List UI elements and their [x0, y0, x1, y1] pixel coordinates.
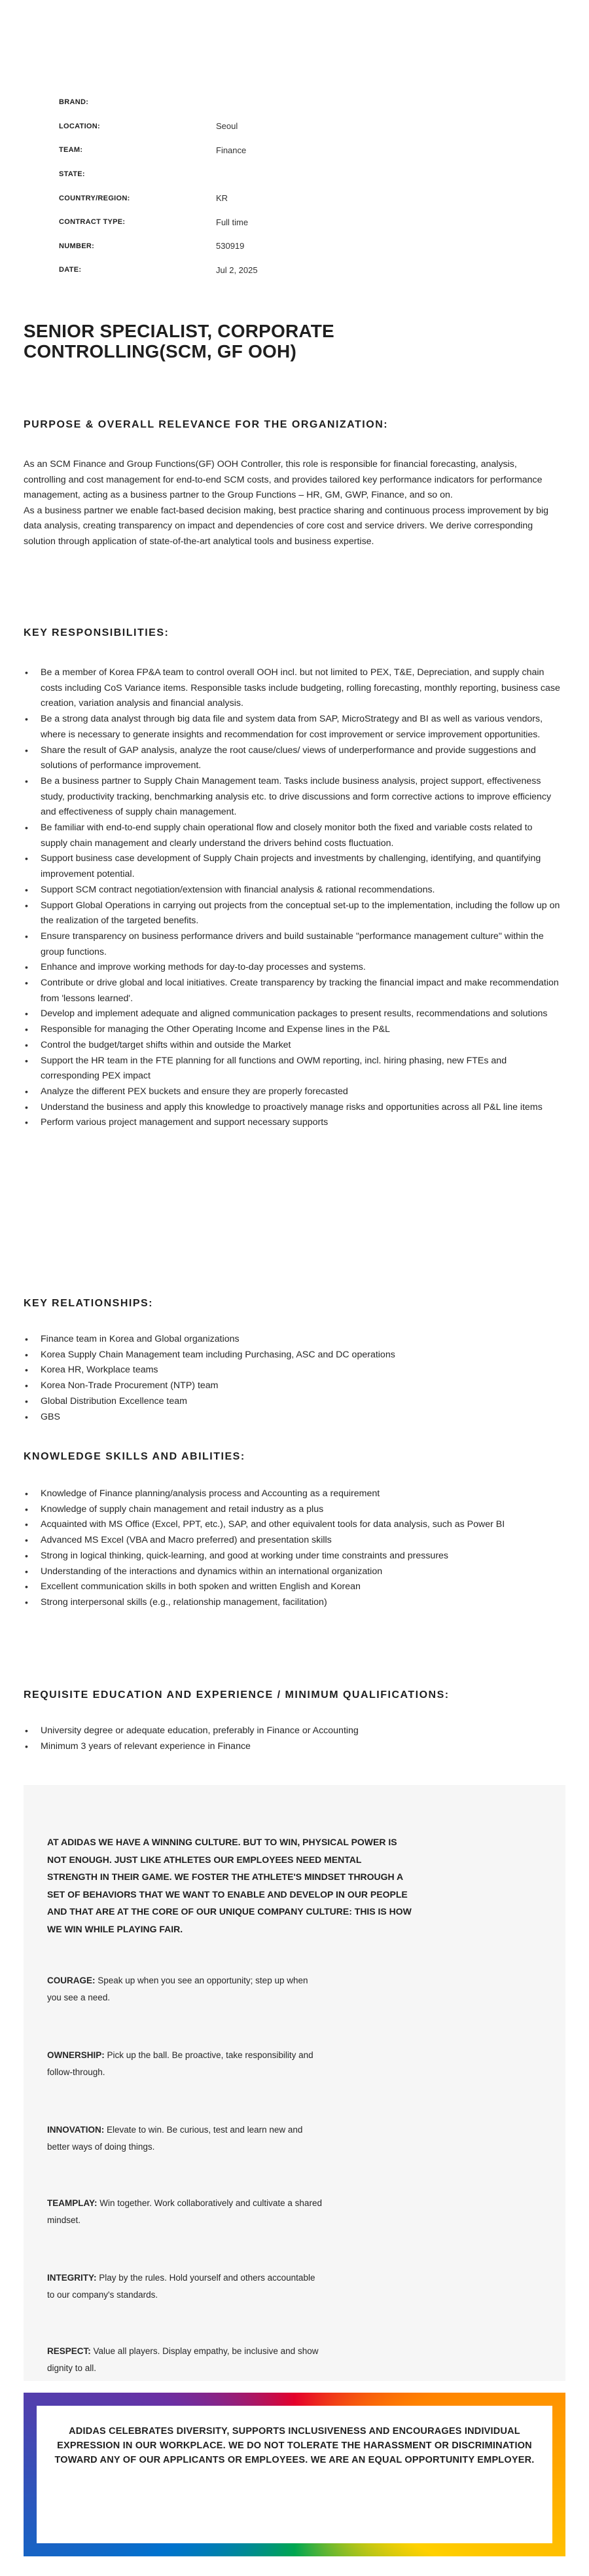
meta-row-brand — [59, 90, 452, 115]
list-item: • Understanding of the interactions and dynamics within an international organization — [24, 1564, 560, 1580]
list-item: • Enhance and improve working methods for day-to-day processes and systems. — [24, 960, 560, 976]
responsibilities-section — [24, 627, 560, 1131]
list-item: • Strong in logical thinking, quick-learning, and good at working under time constraints and pressures — [24, 1549, 560, 1564]
value-text: Win together. Work collaboratively and cultivate a shared mindset. — [47, 2198, 322, 2225]
value-integrity — [47, 2270, 322, 2303]
rainbow-border — [24, 2393, 565, 2556]
responsibilities-heading: KEY RESPONSIBILITIES: — [24, 627, 170, 638]
list-item: • Knowledge of Finance planning/analysis process and Accounting as a requirement — [24, 1486, 560, 1502]
job-title: SENIOR SPECIALIST, CORPORATE CONTROLLING(SCM, GF OOH) — [24, 321, 334, 362]
list-item: • Perform various project management and support necessary supports — [24, 1115, 560, 1131]
relationships-list — [24, 1332, 560, 1425]
diversity-box — [37, 2406, 552, 2543]
list-item: • Control the budget/target shifts within and outside the Market — [24, 1038, 560, 1054]
meta-value: Seoul — [216, 121, 238, 132]
list-item: • Share the result of GAP analysis, analyze the root cause/clues/ views of underperformance and provide suggestions and solutions of performance improvement. — [24, 743, 560, 774]
list-item: • Be a business partner to Supply Chain Management team. Tasks include business analysis, project support, effectiveness study, productivity tracking, benchmarking analysis etc. to drive discussions and form corrective actions to improve efficiency and effectiveness of supply chain management. — [24, 774, 560, 820]
meta-value: Finance — [216, 145, 247, 155]
value-label: INTEGRITY: — [47, 2273, 97, 2283]
purpose-paragraph: As a business partner we enable fact-based decision making, best practice sharing and continuous process improvement by big data analysis, creating transparency on impact and dependencies of core cost and service drivers. We derive corresponding solution through application of state-of-the-art analytical tools and business expertise. — [24, 505, 549, 547]
meta-value: Full time — [216, 217, 249, 227]
list-item: • Responsible for managing the Other Operating Income and Expense lines in the P&L — [24, 1022, 560, 1038]
meta-label: BRAND: — [59, 98, 89, 107]
education-list — [24, 1723, 560, 1754]
list-item: • Korea Supply Chain Management team including Purchasing, ASC and DC operations — [24, 1348, 560, 1363]
value-label: OWNERSHIP: — [47, 2050, 105, 2060]
diversity-statement: ADIDAS CELEBRATES DIVERSITY, SUPPORTS INCLUSIVENESS AND ENCOURAGES INDIVIDUAL EXPRESSION IN OUR WORKPLACE. WE DO NOT TOLERATE THE HARASSMENT OR DISCRIMINATION TOWARD ANY OF OUR APPLICANTS OR EMPLOYEES. WE ARE AN EQUAL OPPORTUNITY EMPLOYER. — [54, 2426, 535, 2465]
list-item: • Support the HR team in the FTE planning for all functions and OWM reporting, incl. hiring phasing, new FTEs and corresponding PEX impact — [24, 1054, 560, 1084]
purpose-heading: PURPOSE & OVERALL RELEVANCE FOR THE ORGANIZATION: — [24, 419, 389, 430]
purpose-paragraph: As an SCM Finance and Group Functions(GF) OOH Controller, this role is responsible for financial forecasting, analysis, controlling and cost management for end-to-end SCM costs, and provides tailored key performance indicators for performance management, acting as a business partner to the Group Functions – HR, GM, GWP, Finance, and so on. — [24, 459, 543, 501]
list-item: • Contribute or drive global and local initiatives. Create transparency by tracking the financial impact and make recommendation from 'lessons learned'. — [24, 976, 560, 1006]
value-label: COURAGE: — [47, 1976, 96, 1985]
list-item: • Minimum 3 years of relevant experience in Finance — [24, 1739, 560, 1755]
meta-value: KR — [216, 193, 228, 204]
purpose-section — [24, 419, 560, 550]
value-label: RESPECT: — [47, 2346, 91, 2356]
list-item: • Ensure transparency on business performance drivers and build sustainable "performance management culture" within the group functions. — [24, 929, 560, 960]
meta-label: COUNTRY/REGION: — [59, 194, 130, 202]
value-courage — [47, 1972, 322, 2006]
list-item: • Be a strong data analyst through big data file and system data from SAP, MicroStrategy and BI as well as various vendors, where is necessary to generate insights and recommendation for cost improvement or service improvement opportunities. — [24, 712, 560, 743]
education-heading: REQUISITE EDUCATION AND EXPERIENCE / MINIMUM QUALIFICATIONS: — [24, 1689, 450, 1701]
job-meta — [59, 90, 452, 282]
list-item: • Develop and implement adequate and aligned communication packages to present results, recommendations and solutions — [24, 1006, 560, 1022]
list-item: • Support Global Operations in carrying out projects from the conceptual set-up to the implementation, including the follow up on the realization of the targeted benefits. — [24, 898, 560, 929]
list-item: • Advanced MS Excel (VBA and Macro preferred) and presentation skills — [24, 1533, 560, 1549]
meta-label: LOCATION: — [59, 122, 100, 130]
meta-row-contract-type — [59, 210, 452, 234]
relationships-section — [24, 1298, 560, 1425]
list-item: • GBS — [24, 1410, 560, 1426]
value-teamplay — [47, 2195, 322, 2228]
list-item: • Understand the business and apply this knowledge to proactively manage risks and opportunities across all P&L line items — [24, 1100, 560, 1116]
list-item: • Excellent communication skills in both spoken and written English and Korean — [24, 1579, 560, 1595]
value-text: Elevate to win. Be curious, test and learn new and better ways of doing things. — [47, 2125, 303, 2152]
value-label: TEAMPLAY: — [47, 2198, 98, 2208]
meta-row-date — [59, 258, 452, 282]
value-ownership — [47, 2047, 322, 2080]
relationships-heading: KEY RELATIONSHIPS: — [24, 1298, 153, 1309]
value-respect — [47, 2343, 322, 2376]
responsibilities-list — [24, 665, 560, 1131]
meta-value: 530919 — [216, 241, 245, 251]
list-item: • Korea Non-Trade Procurement (NTP) team — [24, 1378, 560, 1394]
skills-heading: KNOWLEDGE SKILLS AND ABILITIES: — [24, 1451, 245, 1462]
meta-value: Jul 2, 2025 — [216, 265, 258, 275]
meta-row-team — [59, 138, 452, 162]
culture-panel — [24, 1785, 565, 2381]
list-item: • Korea HR, Workplace teams — [24, 1363, 560, 1378]
value-innovation — [47, 2122, 322, 2155]
meta-label: CONTRACT TYPE: — [59, 218, 126, 227]
list-item: • Finance team in Korea and Global organizations — [24, 1332, 560, 1348]
value-text: Value all players. Display empathy, be inclusive and show dignity to all. — [47, 2346, 319, 2373]
value-label: INNOVATION: — [47, 2125, 105, 2135]
education-section — [24, 1689, 560, 1754]
meta-row-location — [59, 115, 452, 139]
value-text: Speak up when you see an opportunity; step up when you see a need. — [47, 1976, 308, 2002]
list-item: • Analyze the different PEX buckets and ensure they are properly forecasted — [24, 1084, 560, 1100]
list-item: • Knowledge of supply chain management and retail industry as a plus — [24, 1502, 560, 1518]
value-text: Play by the rules. Hold yourself and others accountable to our company's standards. — [47, 2273, 315, 2300]
skills-section — [24, 1451, 560, 1611]
culture-headline: AT ADIDAS WE HAVE A WINNING CULTURE. BUT TO WIN, PHYSICAL POWER IS NOT ENOUGH. JUST LIKE ATHLETES OUR EMPLOYEES NEED MENTAL STRENGTH IN THEIR GAME. WE FOSTER THE ATHLETE'S MINDSET THROUGH A SET OF BEHAVIORS THAT WE WANT TO ENABLE AND DEVELOP IN OUR PEOPLE AND THAT ARE AT THE CORE OF OUR UNIQUE COMPANY CULTURE: THIS IS HOW WE WIN WHILE PLAYING FAIR. — [47, 1837, 412, 1934]
list-item: • Support business case development of Supply Chain projects and investments by challenging, identifying, and quantifying improvement potential. — [24, 851, 560, 882]
skills-list — [24, 1486, 560, 1611]
meta-label: TEAM: — [59, 146, 83, 155]
list-item: • University degree or adequate education, preferably in Finance or Accounting — [24, 1723, 560, 1739]
meta-row-country — [59, 186, 452, 210]
list-item: • Strong interpersonal skills (e.g., relationship management, facilitation) — [24, 1595, 560, 1611]
meta-label: DATE: — [59, 266, 82, 274]
meta-label: NUMBER: — [59, 242, 95, 250]
list-item: • Global Distribution Excellence team — [24, 1394, 560, 1410]
value-text: Pick up the ball. Be proactive, take responsibility and follow-through. — [47, 2050, 313, 2077]
list-item: • Be a member of Korea FP&A team to control overall OOH incl. but not limited to PEX, T&E, Depreciation, and supply chain costs including CoS Variance items. Responsible tasks include budgeting, rolling forecasting, monthly reporting, business case creation, variation analysis and financial analysis. — [24, 665, 560, 712]
list-item: • Be familiar with end-to-end supply chain operational flow and closely monitor both the fixed and variable costs related to supply chain management and clearly understand the drivers behind costs fluctuation. — [24, 820, 560, 851]
meta-label: STATE: — [59, 170, 85, 179]
list-item: • Acquainted with MS Office (Excel, PPT, etc.), SAP, and other equivalent tools for data analysis, such as Power BI — [24, 1517, 560, 1533]
meta-row-state — [59, 162, 452, 187]
meta-row-number — [59, 234, 452, 259]
list-item: • Support SCM contract negotiation/extension with financial analysis & rational recommendations. — [24, 883, 560, 898]
